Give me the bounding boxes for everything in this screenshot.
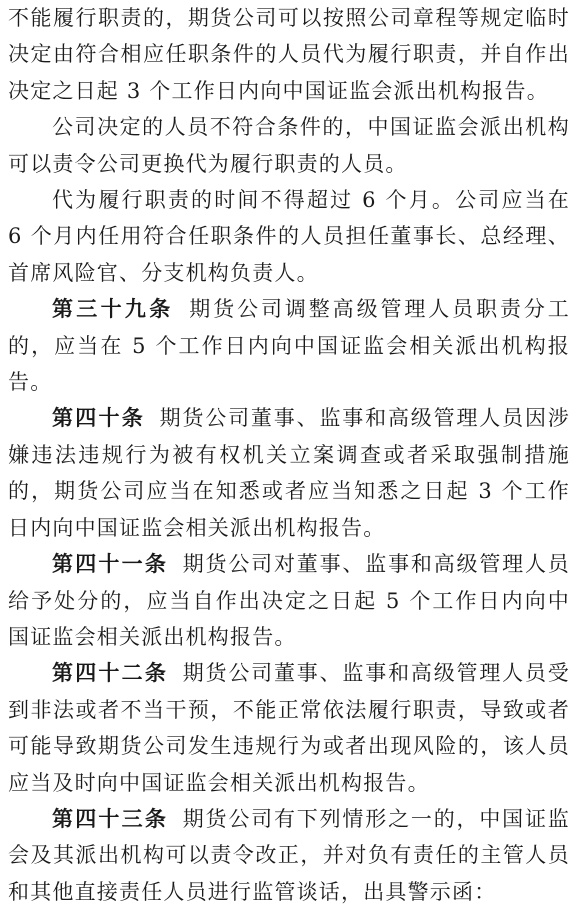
article-text: 期货公司董事、监事和高级管理人员受到非法或者不当干预，不能正常依法履行职责，导致或者可能导致期货公司发生违规行为或者出现风险的，该人员应当及时向中国证监会相关派出机构报告。 — [8, 661, 570, 795]
paragraph-text: 不能履行职责的，期货公司可以按照公司章程等规定临时决定由符合相应任职条件的人员代为履行职责，并自作出决定之日起 3 个工作日内向中国证监会派出机构报告。 — [8, 6, 570, 103]
paragraph-text: 公司决定的人员不符合条件的，中国证监会派出机构可以责令公司更换代为履行职责的人员。 — [8, 115, 570, 176]
article-41 — [8, 546, 570, 655]
article-text: 期货公司有下列情形之一的，中国证监会及其派出机构可以责令改正，并对负有责任的主管人员和其他直接责任人员进行监管谈话，出具警示函： — [8, 806, 570, 904]
article-43 — [8, 801, 570, 910]
paragraph-time-limit — [8, 182, 570, 291]
article-39 — [8, 291, 570, 400]
article-42 — [8, 655, 570, 801]
article-number: 第四十一条 — [52, 552, 169, 577]
article-text: 期货公司调整高级管理人员职责分工的，应当在 5 个工作日内向中国证监会相关派出机构报告。 — [8, 297, 571, 395]
article-number: 第三十九条 — [52, 297, 174, 322]
article-40 — [8, 400, 570, 546]
paragraph-replacement-rule — [8, 109, 570, 182]
paragraph-continuation — [8, 0, 570, 109]
document-page — [8, 0, 570, 910]
article-number: 第四十三条 — [52, 806, 169, 831]
article-number: 第四十条 — [52, 406, 145, 431]
article-text: 期货公司对董事、监事和高级管理人员给予处分的，应当自作出决定之日起 5 个工作日内向中国证监会相关派出机构报告。 — [8, 552, 570, 649]
paragraph-text: 代为履行职责的时间不得超过 6 个月。公司应当在 6 个月内任用符合任职条件的人员担任董事长、总经理、首席风险官、分支机构负责人。 — [8, 188, 570, 285]
article-number: 第四十二条 — [52, 661, 169, 686]
article-text: 期货公司董事、监事和高级管理人员因涉嫌违法违规行为被有权机关立案调查或者采取强制措施的，期货公司应当在知悉或者应当知悉之日起 3 个工作日内向中国证监会相关派出机构报告。 — [8, 406, 570, 540]
